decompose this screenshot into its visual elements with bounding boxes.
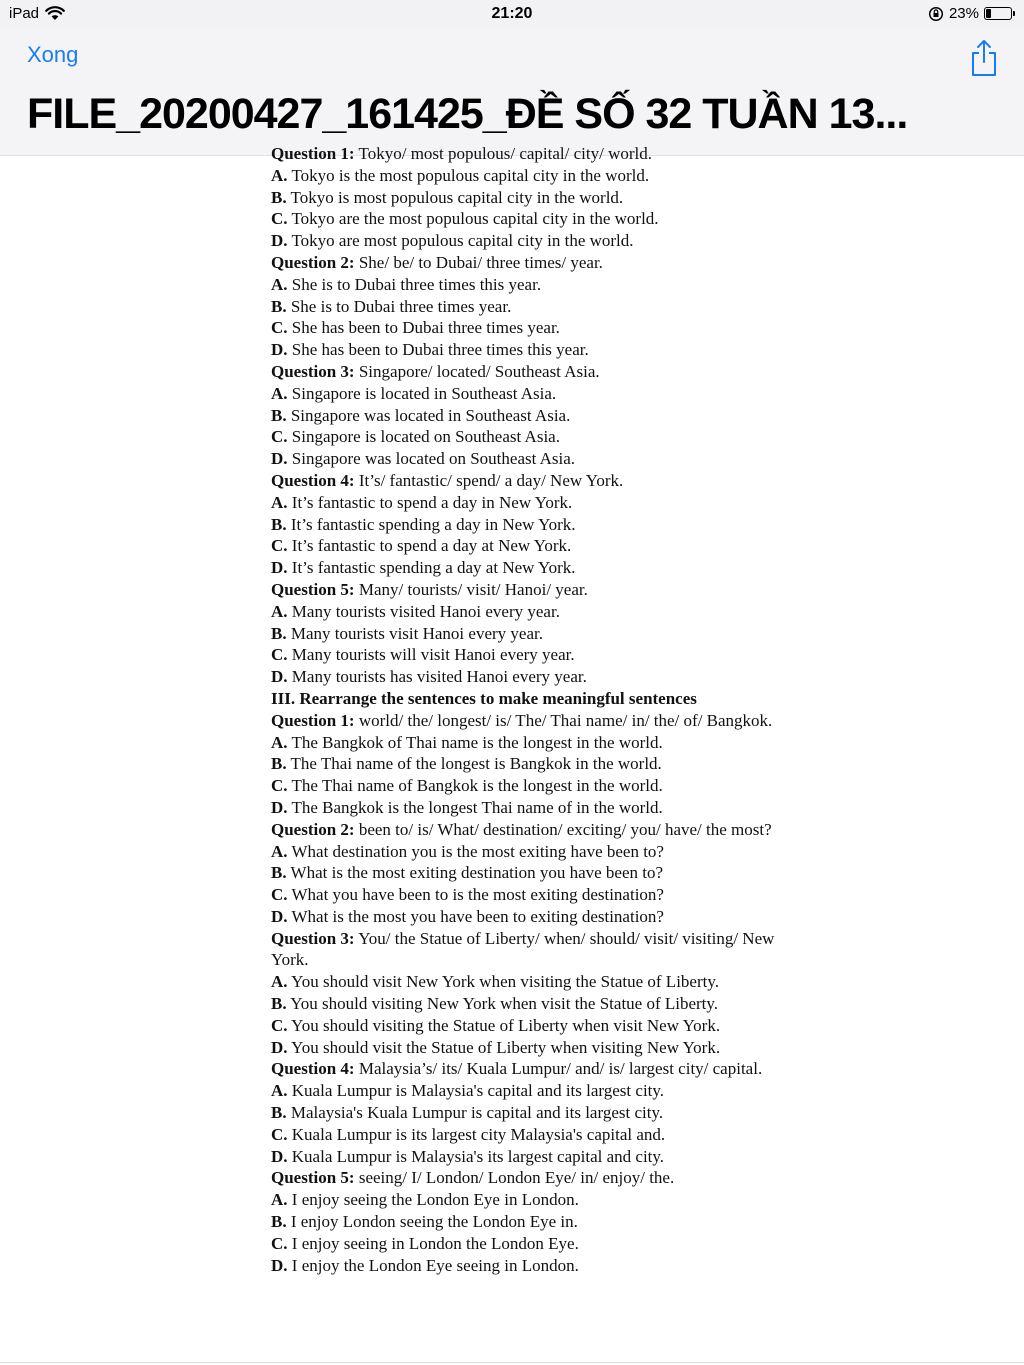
option-letter: A.: [271, 972, 288, 992]
option-text: Many tourists visit Hanoi every year.: [286, 623, 543, 643]
option-letter: A.: [271, 383, 288, 403]
option-letter: B.: [271, 994, 287, 1014]
question-label: Question 4:: [271, 1059, 355, 1079]
option-letter: A.: [271, 274, 288, 294]
answer-option: [271, 1124, 801, 1146]
answer-option: [271, 971, 801, 993]
answer-option: [271, 1233, 801, 1255]
option-text: Kuala Lumpur is its largest city Malaysia's capital and.: [287, 1124, 666, 1144]
option-letter: B.: [271, 863, 287, 883]
option-text: The Bangkok is the longest Thai name of in the world.: [287, 797, 663, 817]
option-letter: C.: [271, 427, 288, 447]
option-text: You should visit the Statue of Liberty when visiting New York.: [287, 1037, 721, 1057]
document-viewport[interactable]: [0, 144, 1024, 1365]
question-text: world/ the/ longest/ is/ The/ Thai name/ in/ the/ of/ Bangkok.: [354, 710, 773, 730]
option-text: Many tourists has visited Hanoi every year.: [287, 667, 587, 687]
option-text: What is the most exiting destination you have been to?: [286, 863, 664, 883]
option-text: The Thai name of the longest is Bangkok in the world.: [286, 754, 662, 774]
option-letter: B.: [271, 623, 287, 643]
option-letter: C.: [271, 318, 288, 338]
answer-option: [271, 1146, 801, 1168]
answer-option: [271, 884, 801, 906]
question-prompt: [271, 252, 801, 274]
device-name: iPad: [9, 5, 40, 22]
answer-option: [271, 753, 801, 775]
answer-option: [271, 775, 801, 797]
option-letter: B.: [271, 754, 287, 774]
option-text: Tokyo are the most populous capital city in the world.: [287, 209, 659, 229]
answer-option: [271, 644, 801, 666]
answer-option: [271, 732, 801, 754]
answer-option: [271, 230, 801, 252]
option-letter: C.: [271, 1124, 288, 1144]
option-text: Singapore was located on Southeast Asia.: [287, 449, 576, 469]
option-letter: D.: [271, 1255, 288, 1275]
share-icon[interactable]: [968, 38, 1000, 78]
answer-option: [271, 623, 801, 645]
answer-option: [271, 557, 801, 579]
question-label: Question 1:: [271, 710, 355, 730]
page-edge: [0, 1362, 1024, 1363]
answer-option: [271, 993, 801, 1015]
document-header: [0, 28, 1024, 156]
option-letter: C.: [271, 776, 288, 796]
option-letter: D.: [271, 797, 288, 817]
option-letter: D.: [271, 449, 288, 469]
question-label: Question 1:: [271, 144, 355, 163]
option-letter: A.: [271, 1190, 288, 1210]
option-letter: B.: [271, 187, 287, 207]
option-letter: A.: [271, 732, 288, 752]
answer-option: [271, 1037, 801, 1059]
answer-option: [271, 187, 801, 209]
option-text: She is to Dubai three times this year.: [287, 274, 542, 294]
option-text: I enjoy seeing the London Eye in London.: [287, 1190, 579, 1210]
document-page: [271, 143, 801, 1276]
question-text: Tokyo/ most populous/ capital/ city/ world.: [354, 144, 652, 163]
section-heading: III. Rearrange the sentences to make meaningful sentences: [271, 688, 697, 708]
option-letter: D.: [271, 1037, 288, 1057]
battery-icon: [984, 7, 1012, 20]
option-letter: D.: [271, 1146, 288, 1166]
option-letter: C.: [271, 1015, 288, 1035]
option-text: Singapore is located in Southeast Asia.: [287, 383, 557, 403]
option-text: What destination you is the most exiting have been to?: [287, 841, 664, 861]
question-text: seeing/ I/ London/ London Eye/ in/ enjoy/ the.: [354, 1168, 675, 1188]
option-letter: C.: [271, 645, 288, 665]
option-text: I enjoy the London Eye seeing in London.: [287, 1255, 579, 1275]
answer-option: [271, 165, 801, 187]
option-text: Many tourists will visit Hanoi every year.: [287, 645, 575, 665]
option-letter: C.: [271, 1233, 288, 1253]
answer-option: [271, 841, 801, 863]
question-label: Question 2:: [271, 819, 355, 839]
option-text: The Thai name of Bangkok is the longest in the world.: [287, 776, 663, 796]
battery-tip: [1013, 11, 1015, 16]
option-letter: B.: [271, 1212, 287, 1232]
answer-option: [271, 1015, 801, 1037]
option-text: She has been to Dubai three times year.: [287, 318, 560, 338]
option-text: It’s fantastic spending a day at New York.: [287, 558, 576, 578]
answer-option: [271, 339, 801, 361]
question-prompt: [271, 361, 801, 383]
option-letter: A.: [271, 1081, 288, 1101]
question-text: You/ the Statue of Liberty/ when/ should/ visit/ visiting/ New York.: [271, 928, 775, 970]
answer-option: [271, 426, 801, 448]
option-text: Kuala Lumpur is Malaysia's its largest capital and city.: [287, 1146, 665, 1166]
question-text: been to/ is/ What/ destination/ exciting/ you/ have/ the most?: [354, 819, 772, 839]
option-text: Tokyo are most populous capital city in the world.: [287, 231, 634, 251]
option-text: It’s fantastic spending a day in New York.: [286, 514, 576, 534]
option-text: She is to Dubai three times year.: [286, 296, 512, 316]
option-text: You should visiting the Statue of Liberty when visit New York.: [287, 1015, 721, 1035]
option-text: Many tourists visited Hanoi every year.: [287, 601, 560, 621]
answer-option: [271, 601, 801, 623]
question-label: Question 5:: [271, 579, 355, 599]
answer-option: [271, 535, 801, 557]
option-letter: B.: [271, 405, 287, 425]
option-text: You should visit New York when visiting the Statue of Liberty.: [287, 972, 719, 992]
answer-option: [271, 317, 801, 339]
answer-option: [271, 383, 801, 405]
question-prompt: [271, 819, 801, 841]
orientation-lock-icon: [928, 6, 944, 22]
option-letter: D.: [271, 667, 288, 687]
battery-percent: 23%: [948, 5, 979, 22]
option-text: She has been to Dubai three times this year.: [287, 340, 589, 360]
option-text: Tokyo is the most populous capital city in the world.: [287, 165, 650, 185]
option-text: You should visiting New York when visit the Statue of Liberty.: [286, 994, 719, 1014]
option-text: Singapore is located on Southeast Asia.: [287, 427, 560, 447]
option-text: What you have been to is the most exiting destination?: [287, 885, 664, 905]
option-text: I enjoy seeing in London the London Eye.: [287, 1233, 579, 1253]
question-label: Question 5:: [271, 1168, 355, 1188]
answer-option: [271, 666, 801, 688]
question-text: Singapore/ located/ Southeast Asia.: [354, 361, 600, 381]
question-text: It’s/ fantastic/ spend/ a day/ New York.: [354, 470, 624, 490]
option-letter: B.: [271, 296, 287, 316]
question-prompt: [271, 1058, 801, 1080]
option-text: Kuala Lumpur is Malaysia's capital and its largest city.: [287, 1081, 665, 1101]
question-prompt: [271, 710, 801, 732]
option-letter: B.: [271, 514, 287, 534]
answer-option: [271, 862, 801, 884]
option-text: It’s fantastic to spend a day at New York.: [287, 536, 572, 556]
question-prompt: [271, 928, 801, 972]
option-text: Malaysia's Kuala Lumpur is capital and its largest city.: [286, 1103, 664, 1123]
question-label: Question 4:: [271, 470, 355, 490]
option-text: It’s fantastic to spend a day in New York.: [287, 492, 573, 512]
question-label: Question 3:: [271, 928, 355, 948]
answer-option: [271, 1080, 801, 1102]
option-letter: D.: [271, 558, 288, 578]
option-letter: A.: [271, 601, 288, 621]
option-text: I enjoy London seeing the London Eye in.: [286, 1212, 578, 1232]
option-letter: C.: [271, 885, 288, 905]
question-prompt: [271, 143, 801, 165]
option-letter: C.: [271, 536, 288, 556]
option-letter: A.: [271, 841, 288, 861]
answer-option: [271, 492, 801, 514]
option-letter: A.: [271, 492, 288, 512]
document-title: FILE_20200427_161425_ĐỀ SỐ 32 TUẦN 13...: [27, 90, 908, 138]
answer-option: [271, 405, 801, 427]
option-text: Tokyo is most populous capital city in the world.: [286, 187, 624, 207]
clock: 21:20: [491, 5, 533, 22]
option-letter: D.: [271, 231, 288, 251]
option-letter: A.: [271, 165, 288, 185]
answer-option: [271, 296, 801, 318]
question-prompt: [271, 579, 801, 601]
section-heading-line: [271, 688, 801, 710]
answer-option: [271, 906, 801, 928]
answer-option: [271, 274, 801, 296]
battery-level-fill: [986, 9, 991, 18]
question-prompt: [271, 1167, 801, 1189]
answer-option: [271, 208, 801, 230]
question-text: She/ be/ to Dubai/ three times/ year.: [354, 252, 603, 272]
option-letter: D.: [271, 340, 288, 360]
question-label: Question 3:: [271, 361, 355, 381]
done-button[interactable]: Xong: [27, 42, 79, 67]
option-letter: D.: [271, 906, 288, 926]
answer-option: [271, 448, 801, 470]
status-right: [928, 5, 1015, 22]
status-bar: [0, 0, 1024, 28]
question-label: Question 2:: [271, 252, 355, 272]
option-text: The Bangkok of Thai name is the longest in the world.: [287, 732, 663, 752]
question-text: Malaysia’s/ its/ Kuala Lumpur/ and/ is/ largest city/ capital.: [354, 1059, 763, 1079]
question-prompt: [271, 470, 801, 492]
answer-option: [271, 797, 801, 819]
question-text: Many/ tourists/ visit/ Hanoi/ year.: [354, 579, 588, 599]
option-text: Singapore was located in Southeast Asia.: [286, 405, 571, 425]
answer-option: [271, 1211, 801, 1233]
answer-option: [271, 1255, 801, 1277]
answer-option: [271, 1102, 801, 1124]
answer-option: [271, 1189, 801, 1211]
option-letter: C.: [271, 209, 288, 229]
option-text: What is the most you have been to exiting destination?: [287, 906, 664, 926]
answer-option: [271, 514, 801, 536]
option-letter: B.: [271, 1103, 287, 1123]
